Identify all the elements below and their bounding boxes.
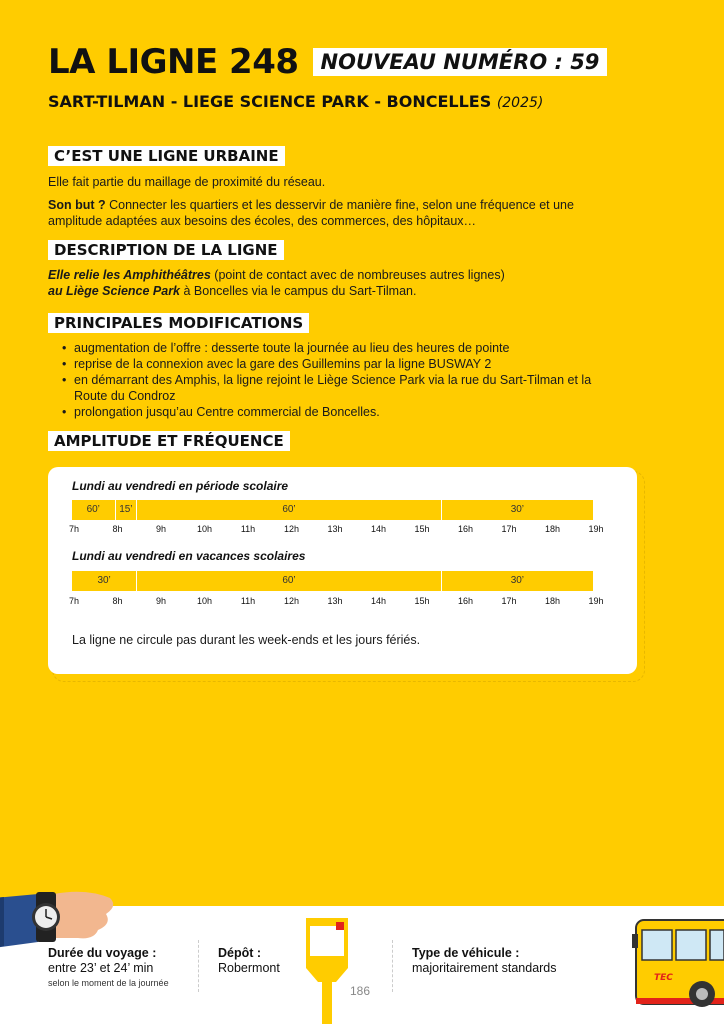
duration-value: entre 23’ et 24’ min <box>48 961 154 975</box>
description-part-3: au Liège Science Park <box>48 284 181 298</box>
schedule-title-holidays: Lundi au vendredi en vacances scolaires <box>72 549 306 563</box>
frequency-segment: 60’ <box>137 500 442 520</box>
hour-tick-label: 17h <box>501 524 517 534</box>
hour-tick-label: 9h <box>155 524 167 534</box>
hour-ticks-holidays <box>68 596 604 608</box>
hour-tick-label: 18h <box>544 596 561 606</box>
route-year: (2025) <box>496 95 544 111</box>
vehicle-type <box>412 946 557 976</box>
new-number-badge: NOUVEAU NUMÉRO : 59 <box>313 48 608 76</box>
divider <box>198 940 199 992</box>
description-paragraph <box>48 267 608 299</box>
vehicle-value: majoritairement standards <box>412 961 557 975</box>
hour-tick-label: 14h <box>370 596 387 606</box>
hour-tick-label: 10h <box>196 524 213 534</box>
frequency-segment: 15’ <box>116 500 138 520</box>
hour-tick-label: 9h <box>155 596 167 606</box>
bus-logo: TEC <box>654 973 673 983</box>
list-item: • prolongation jusqu’au Centre commercial de Boncelles. <box>64 404 624 420</box>
hour-tick-label: 7h <box>68 524 80 534</box>
hour-tick-label: 13h <box>327 524 343 534</box>
list-item: • augmentation de l’offre : desserte toute la journée au lieu des heures de pointe <box>64 340 624 356</box>
section-heading-urbaine: C’EST UNE LIGNE URBAINE <box>48 146 285 166</box>
hour-tick-label: 12h <box>283 524 300 534</box>
hour-tick-label: 7h <box>68 596 80 606</box>
urbaine-paragraph-1: Elle fait partie du maillage de proximité du réseau. <box>48 175 326 189</box>
bus-icon <box>628 918 724 1012</box>
hour-tick-label: 14h <box>370 524 387 534</box>
description-part-4: à Boncelles via le campus du Sart-Tilman. <box>180 284 417 298</box>
route-subtitle <box>48 92 543 111</box>
list-item: • reprise de la connexion avec la gare des Guillemins par la ligne BUSWAY 2 <box>64 356 624 372</box>
urbaine-paragraph-2 <box>48 197 608 229</box>
hour-tick-label: 16h <box>457 596 474 606</box>
frequency-segment: 60’ <box>137 571 442 591</box>
hour-tick-label: 10h <box>196 596 213 606</box>
section-heading-amplitude: AMPLITUDE ET FRÉQUENCE <box>48 431 290 451</box>
hour-tick-label: 13h <box>327 596 343 606</box>
frequency-segment: 60’ <box>72 500 116 520</box>
hour-ticks-school <box>68 524 604 536</box>
urbaine-p2-text: Connecter les quartiers et les desservir de manière fine, selon une fréquence et une amplitude adaptées aux besoins des écoles, des commerces, des hôpitaux… <box>48 198 574 228</box>
frequency-segment: 30’ <box>442 500 594 520</box>
schedule-title-school: Lundi au vendredi en période scolaire <box>72 479 289 493</box>
vehicle-label: Type de véhicule : <box>412 946 520 960</box>
trip-duration <box>48 946 169 991</box>
duration-label: Durée du voyage : <box>48 946 157 960</box>
hour-tick-label: 11h <box>240 596 256 606</box>
route-name: SART-TILMAN - LIEGE SCIENCE PARK - BONCELLES <box>48 92 492 111</box>
page-number: 186 <box>350 984 371 998</box>
frequency-segment: 30’ <box>72 571 137 591</box>
title-row <box>48 42 607 82</box>
depot <box>218 946 280 976</box>
hour-tick-label: 19h <box>588 524 604 534</box>
wristwatch-icon <box>0 884 116 948</box>
section-heading-modifications: PRINCIPALES MODIFICATIONS <box>48 313 309 333</box>
hour-tick-label: 19h <box>588 596 604 606</box>
depot-value: Robermont <box>218 961 280 975</box>
modifications-list <box>64 340 624 420</box>
frequency-segment: 30’ <box>442 571 594 591</box>
section-heading-description: DESCRIPTION DE LA LIGNE <box>48 240 284 260</box>
page-title: LA LIGNE 248 <box>48 42 299 82</box>
schedule-bar-holidays <box>72 571 594 591</box>
hour-tick-label: 15h <box>414 524 430 534</box>
schedule-card <box>48 467 637 674</box>
hour-tick-label: 18h <box>544 524 561 534</box>
urbaine-p2-bold: Son but ? <box>48 198 106 212</box>
hour-tick-label: 16h <box>457 524 474 534</box>
weekend-note: La ligne ne circule pas durant les week-ends et les jours fériés. <box>72 633 421 647</box>
hour-tick-label: 12h <box>283 596 300 606</box>
duration-note: selon le moment de la journée <box>48 978 169 988</box>
schedule-bar-school <box>72 500 594 520</box>
hour-tick-label: 8h <box>112 524 123 534</box>
hour-tick-label: 8h <box>112 596 123 606</box>
hour-tick-label: 15h <box>414 596 430 606</box>
divider <box>392 940 393 992</box>
hour-tick-label: 11h <box>240 524 256 534</box>
list-item: • en démarrant des Amphis, la ligne rejoint le Liège Science Park via la rue du Sart-Tilman et la Route du Condroz <box>64 372 624 404</box>
hour-tick-label: 17h <box>501 596 517 606</box>
depot-label: Dépôt : <box>218 946 262 960</box>
paint-brush-icon <box>304 918 352 1024</box>
description-part-2: (point de contact avec de nombreuses autres lignes) <box>210 268 505 282</box>
description-part-1: Elle relie les Amphithéâtres <box>48 268 211 282</box>
